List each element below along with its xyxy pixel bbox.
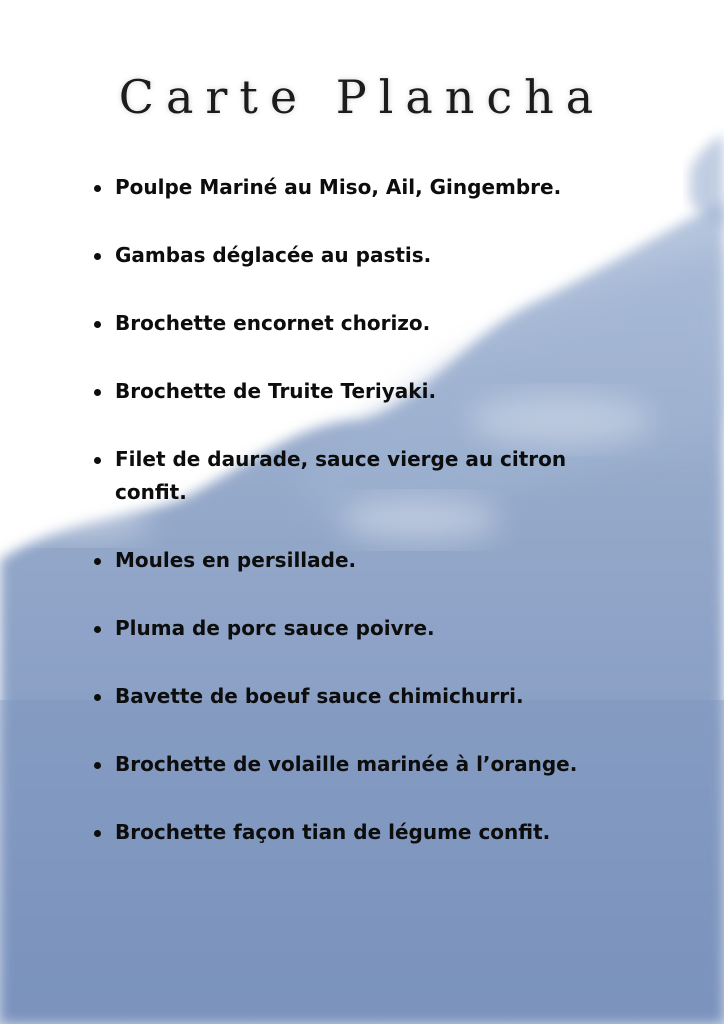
bullet-icon [94,558,101,565]
bullet-icon [94,389,101,396]
page-title: Carte Plancha [118,70,606,124]
menu-item-label: Moules en persillade. [115,548,357,572]
list-item [115,748,635,781]
menu-item-label: Bavette de boeuf sauce chimichurri. [115,684,524,708]
menu-item-label: Gambas déglacée au pastis. [115,243,432,267]
list-item [115,239,635,272]
bullet-icon [94,185,101,192]
bullet-icon [94,830,101,837]
list-item [115,443,635,509]
menu-item-label: Filet de daurade, sauce vierge au citron confit. [115,447,567,504]
menu-item-label: Poulpe Mariné au Miso, Ail, Gingembre. [115,175,562,199]
menu-item-label: Pluma de porc sauce poivre. [115,616,435,640]
list-item [115,680,635,713]
list-item [115,544,635,577]
menu-item-label: Brochette de volaille marinée à l’orange. [115,752,578,776]
bullet-icon [94,253,101,260]
list-item [115,375,635,408]
list-item [115,816,635,849]
menu-list [115,171,635,884]
menu-item-label: Brochette encornet chorizo. [115,311,431,335]
bullet-icon [94,626,101,633]
menu-item-label: Brochette façon tian de légume confit. [115,820,551,844]
bullet-icon [94,321,101,328]
list-item [115,612,635,645]
menu-item-label: Brochette de Truite Teriyaki. [115,379,437,403]
bullet-icon [94,457,101,464]
list-item [115,307,635,340]
list-item [115,171,635,204]
bullet-icon [94,762,101,769]
bullet-icon [94,694,101,701]
